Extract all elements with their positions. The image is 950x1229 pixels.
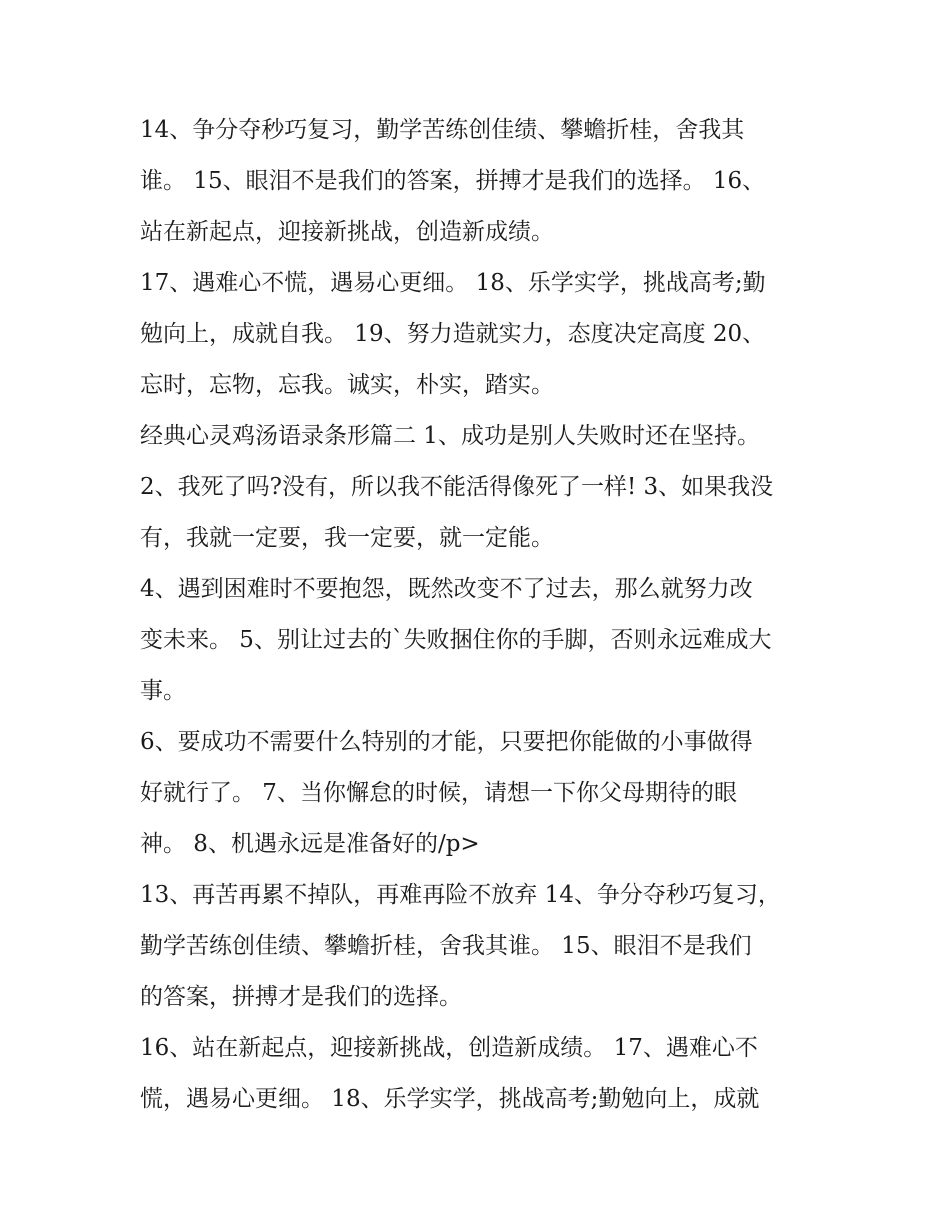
text-line: 忘时，忘物，忘我。诚实，朴实，踏实。 [140,372,554,398]
text-line: 事。 [140,678,186,704]
text-line: 13、再苦再累不掉队，再难再险不放弃 14、争分夺秒巧复习， [140,882,781,908]
text-line: 神。 8、机遇永远是准备好的/p> [140,831,480,857]
text-line: 变未来。 5、别让过去的`失败捆住你的手脚，否则永远难成大 [140,627,772,653]
text-line: 16、站在新起点，迎接新挑战，创造新成绩。 17、遇难心不 [140,1035,758,1061]
text-line: 勉向上，成就自我。 19、努力造就实力，态度决定高度 20、 [140,321,766,347]
text-line: 勤学苦练创佳绩、攀蟾折桂，舍我其谁。 15、眼泪不是我们 [140,933,752,959]
text-line: 4、遇到困难时不要抱怨，既然改变不了过去，那么就努力改 [140,576,753,602]
text-line: 好就行了。 7、当你懈怠的时候，请想一下你父母期待的眼 [140,780,737,806]
text-line: 慌，遇易心更细。 18、乐学实学，挑战高考;勤勉向上，成就 [140,1086,760,1112]
text-line: 17、遇难心不慌，遇易心更细。 18、乐学实学，挑战高考;勤 [140,270,766,296]
text-line: 有，我就一定要，我一定要，就一定能。 [140,525,554,551]
text-line: 6、要成功不需要什么特别的才能，只要把你能做的小事做得 [140,729,753,755]
text-line: 经典心灵鸡汤语录条形篇二 1、成功是别人失败时还在坚持。 [140,423,760,449]
text-line: 14、争分夺秒巧复习，勤学苦练创佳绩、攀蟾折桂，舍我其 [140,117,745,143]
text-line: 谁。 15、眼泪不是我们的答案，拼搏才是我们的选择。 16、 [140,168,766,194]
text-line: 站在新起点，迎接新挑战，创造新成绩。 [140,219,554,245]
text-line: 的答案，拼搏才是我们的选择。 [140,984,462,1010]
text-line: 2、我死了吗?没有，所以我不能活得像死了一样! 3、如果我没 [140,474,774,500]
